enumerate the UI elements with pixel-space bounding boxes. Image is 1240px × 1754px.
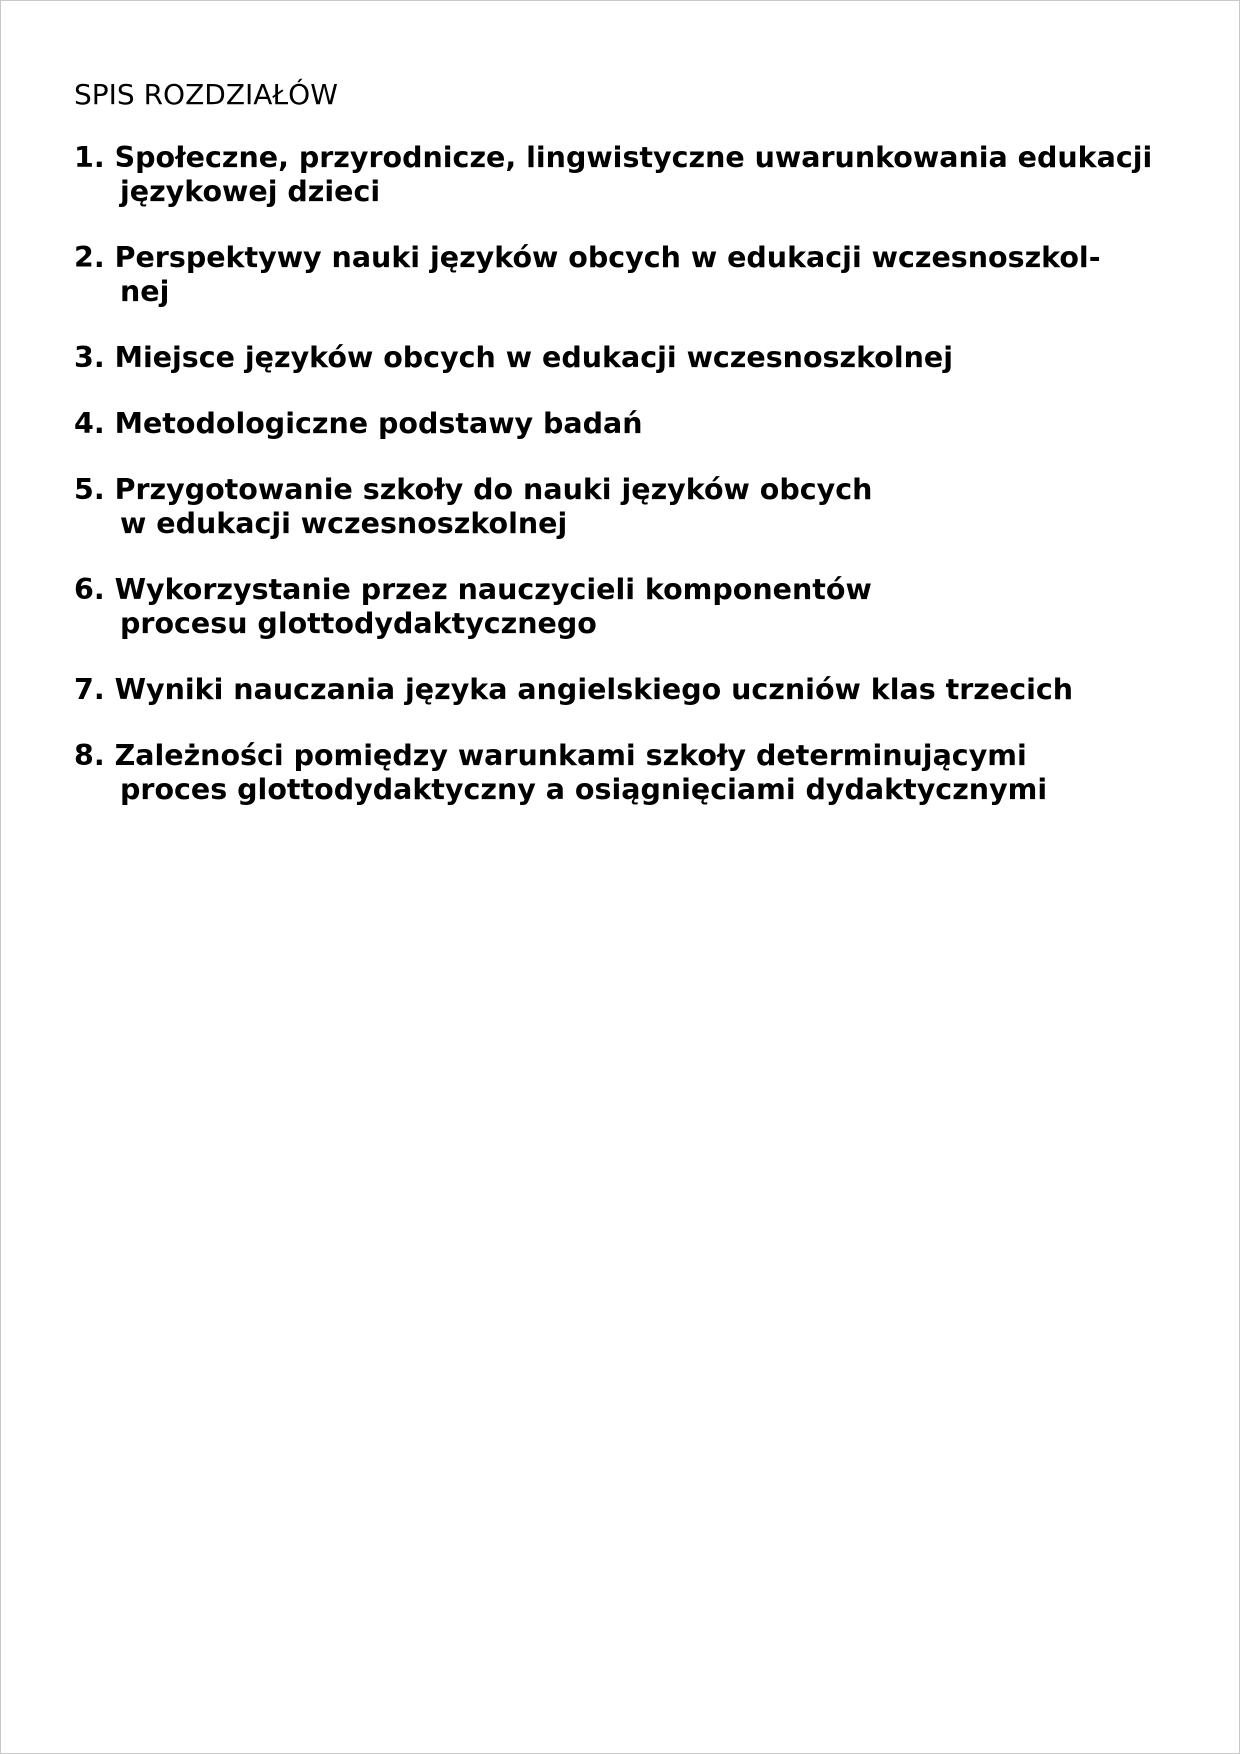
table-of-contents [74, 141, 1194, 839]
chapter-title-continuation: językowej dzieci [120, 175, 381, 208]
chapter-title: 1. Społeczne, przyrodnicze, lingwistyczne uwarunkowania edukacji [74, 141, 1153, 174]
chapter-title: 6. Wykorzystanie przez nauczycieli komponentów [74, 573, 872, 606]
toc-chapter-5 [74, 473, 1194, 541]
chapter-title-continuation: proces glottodydaktyczny a osiągnięciami dydaktycznymi [120, 773, 1048, 806]
chapter-title: 8. Zależności pomiędzy warunkami szkoły determinującymi [74, 739, 1027, 772]
toc-chapter-8 [74, 739, 1194, 807]
toc-chapter-4 [74, 407, 1194, 441]
toc-chapter-3 [74, 341, 1194, 375]
chapter-title-continuation: nej [120, 275, 170, 308]
toc-chapter-2 [74, 241, 1194, 309]
toc-chapter-7 [74, 673, 1194, 707]
chapter-title-continuation: procesu glottodydaktycznego [120, 607, 597, 640]
chapter-title: 3. Miejsce języków obcych w edukacji wczesnoszkolnej [74, 341, 954, 374]
chapter-title: 5. Przygotowanie szkoły do nauki języków obcych [74, 473, 873, 506]
toc-chapter-1 [74, 141, 1194, 209]
chapter-title: 4. Metodologiczne podstawy badań [74, 407, 643, 440]
chapter-title: 7. Wyniki nauczania języka angielskiego uczniów klas trzecich [74, 673, 1074, 706]
toc-chapter-6 [74, 573, 1194, 641]
toc-heading: SPIS ROZDZIAŁÓW [74, 78, 338, 111]
chapter-title-continuation: w edukacji wczesnoszkolnej [120, 507, 568, 540]
chapter-title: 2. Perspektywy nauki języków obcych w edukacji wczesnoszkol- [74, 241, 1101, 274]
